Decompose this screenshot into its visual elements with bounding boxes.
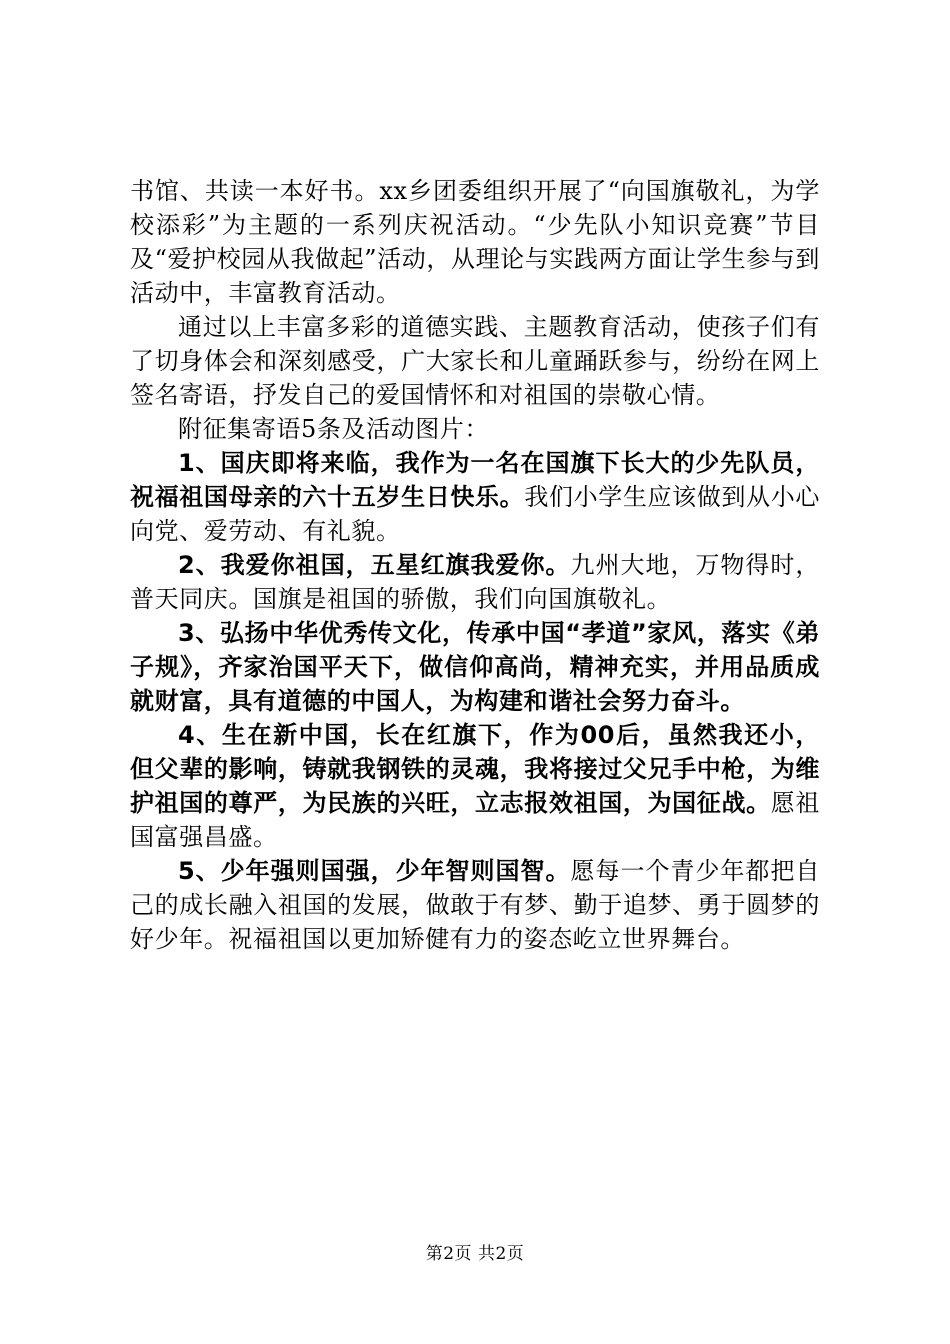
paragraph-text: 通过以上丰富多彩的道德实践、主题教育活动，使孩子们有了切身体会和深刻感受，广大家长和儿童踊跃参与，纷纷在网上签名寄语，抒发自己的爱国情怀和对祖国的崇敬心情。 [130, 313, 820, 409]
paragraph-text: 附征集寄语5条及活动图片： [178, 415, 490, 443]
message-text: 我们小学生应该做到从小心向党、爱劳动、有礼貌。 [130, 483, 820, 545]
message-item-2 [130, 548, 820, 616]
message-text: 愿每一个青少年都把自己的成长融入祖国的发展，做敢于有梦、勤于追梦、勇于圆梦的好少年。祝福祖国以更加矫健有力的姿态屹立世界舞台。 [130, 857, 820, 953]
message-text: 愿祖国富强昌盛。 [130, 789, 820, 851]
paragraph-text: 书馆、共读一本好书。xx乡团委组织开展了“向国旗敬礼，为学校添彩”为主题的一系列庆祝活动。“少先队小知识竞赛”节目及“爱护校园从我做起”活动，从理论与实践两方面让学生参与到活动中，丰富教育活动。 [130, 177, 820, 307]
message-lead: 3、弘扬中华优秀传文化，传承中国“孝道”家风，落实《弟子规》，齐家治国平天下，做信仰高尚，精神充实，并用品质成就财富，具有道德的中国人，为构建和谐社会努力奋斗。 [130, 619, 820, 715]
message-item-1 [130, 446, 820, 548]
document-body [130, 174, 820, 956]
paragraph-continuation [130, 174, 820, 310]
message-text: 九州大地，万物得时，普天同庆。国旗是祖国的骄傲，我们向国旗敬礼。 [130, 551, 820, 613]
message-lead: 2、我爱你祖国，五星红旗我爱你。 [178, 551, 571, 579]
message-lead: 1、国庆即将来临，我作为一名在国旗下长大的少先队员，祝福祖国母亲的六十五岁生日快乐。 [130, 449, 820, 511]
paragraph-summary [130, 310, 820, 412]
message-item-5 [130, 854, 820, 956]
message-lead: 5、少年强则国强，少年智则国智。 [178, 857, 571, 885]
paragraph-attachment-note [130, 412, 820, 446]
page-number-footer: 第2页 共2页 [425, 1244, 525, 1264]
message-item-4 [130, 718, 820, 854]
message-item-3 [130, 616, 820, 718]
message-lead: 4、生在新中国，长在红旗下，作为00后，虽然我还小，但父辈的影响，铸就我钢铁的灵魂，我将接过父兄手中枪，为维护祖国的尊严，为民族的兴旺，立志报效祖国，为国征战。 [130, 721, 820, 817]
